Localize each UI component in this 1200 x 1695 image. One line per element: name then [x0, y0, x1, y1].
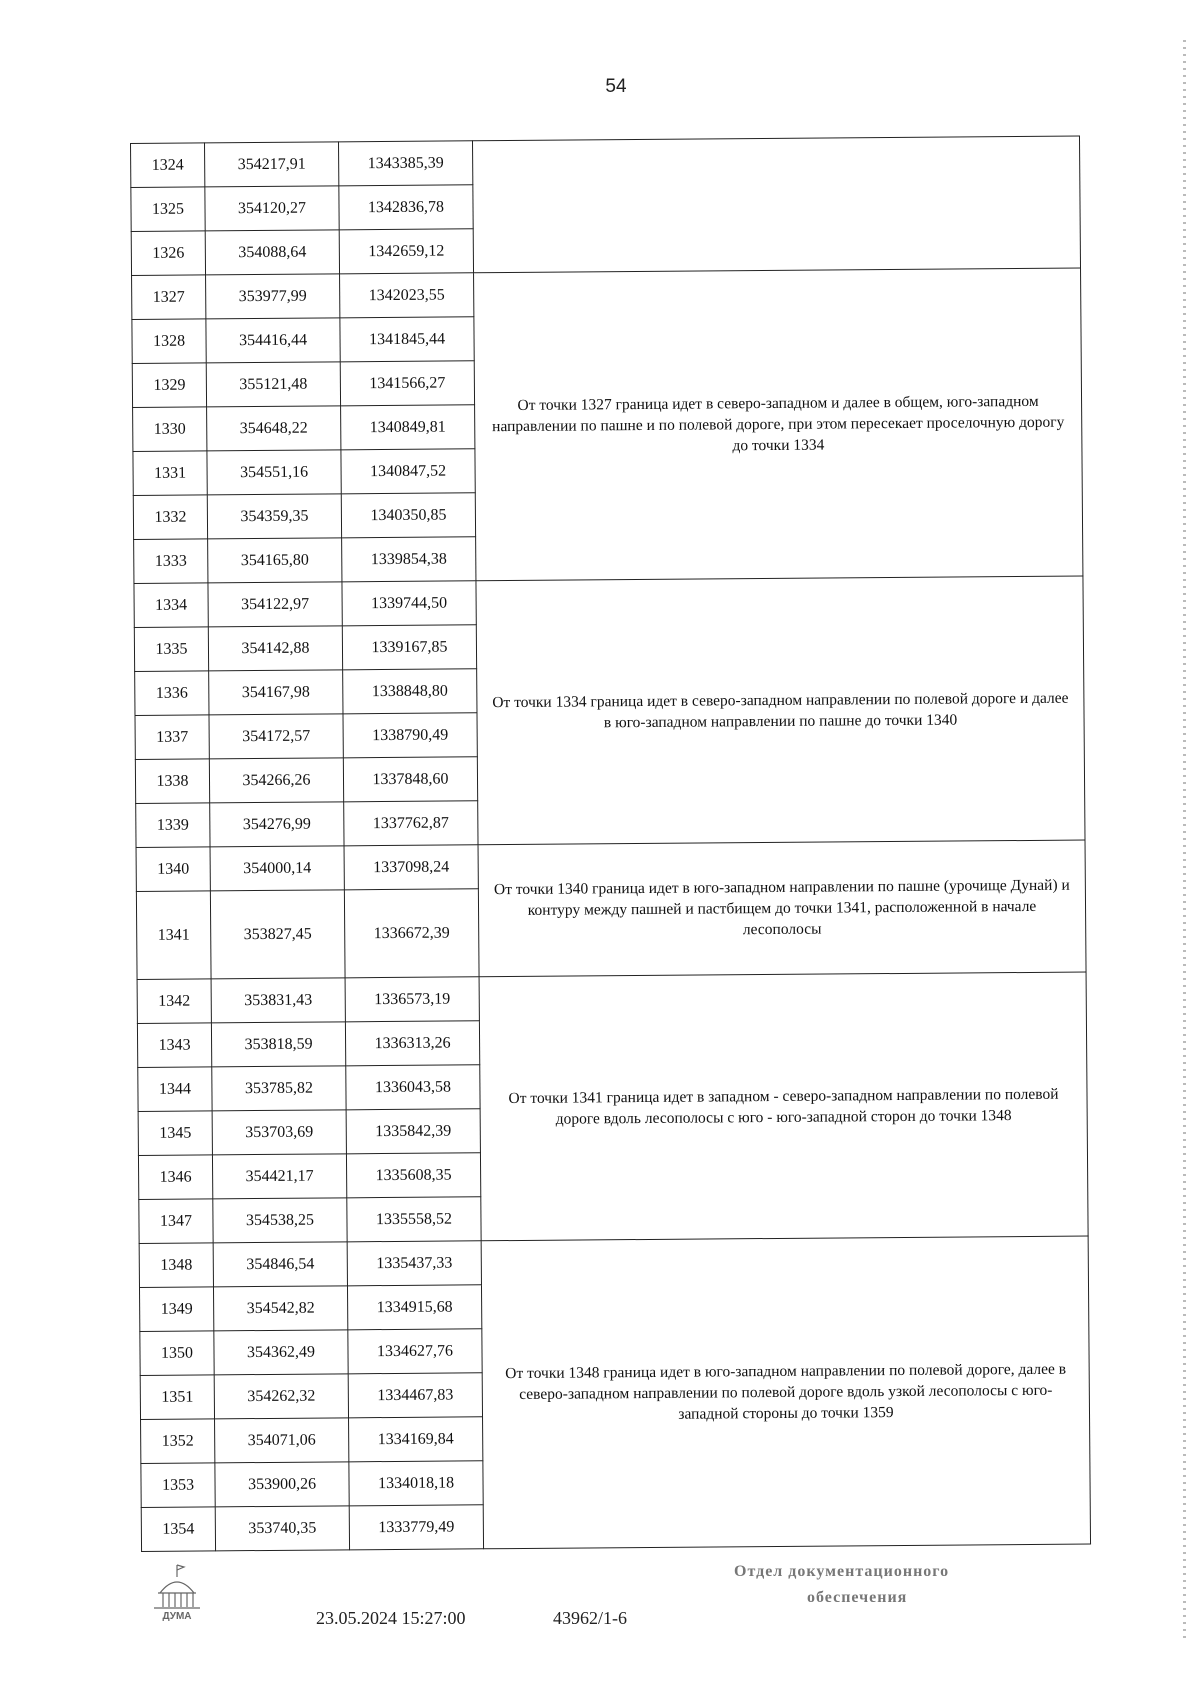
coord-y: 1341566,27 — [340, 361, 474, 406]
point-number: 1340 — [136, 847, 210, 892]
coord-x: 354276,99 — [210, 802, 344, 847]
point-number: 1343 — [137, 1023, 211, 1068]
coord-x: 354359,35 — [207, 494, 341, 539]
duma-logo — [150, 1563, 204, 1623]
point-number: 1350 — [140, 1331, 214, 1376]
point-number: 1334 — [134, 583, 208, 628]
coord-x: 353900,26 — [215, 1462, 349, 1507]
point-number: 1332 — [133, 495, 207, 540]
stamp-text: Отдел документационного — [734, 1563, 950, 1580]
coord-x: 353785,82 — [212, 1066, 346, 1111]
point-number: 1345 — [138, 1111, 212, 1156]
coord-y: 1333779,49 — [349, 1505, 483, 1550]
point-number: 1328 — [132, 319, 206, 364]
coord-x: 354416,44 — [206, 318, 340, 363]
coordinates-table — [130, 136, 1091, 1552]
coord-y: 1334627,76 — [348, 1329, 482, 1374]
coord-x: 353818,59 — [211, 1022, 345, 1067]
coord-y: 1336573,19 — [345, 977, 479, 1022]
coord-y: 1336043,58 — [346, 1065, 480, 1110]
coord-y: 1340350,85 — [341, 493, 475, 538]
coord-x: 354000,14 — [210, 846, 344, 891]
stamp-text: обеспечения — [807, 1589, 908, 1606]
coord-y: 1341845,44 — [340, 317, 474, 362]
point-number: 1331 — [133, 451, 207, 496]
coord-y: 1334915,68 — [347, 1285, 481, 1330]
description-cell-empty — [472, 136, 1080, 273]
coord-y: 1342659,12 — [339, 229, 473, 274]
point-number: 1330 — [133, 407, 207, 452]
point-number: 1348 — [139, 1243, 213, 1288]
coord-x: 353703,69 — [212, 1110, 346, 1155]
coord-y: 1335608,35 — [346, 1153, 480, 1198]
coord-x: 354071,06 — [215, 1418, 349, 1463]
coord-y: 1340849,81 — [341, 405, 475, 450]
coord-x: 354262,32 — [214, 1374, 348, 1419]
point-number: 1337 — [135, 715, 209, 760]
point-number: 1338 — [135, 759, 209, 804]
scan-edge-mark — [1183, 40, 1186, 1640]
table-row — [134, 576, 1083, 627]
point-number: 1326 — [131, 231, 205, 276]
point-number: 1329 — [132, 363, 206, 408]
point-number: 1325 — [131, 187, 205, 232]
coord-y: 1342023,55 — [340, 273, 474, 318]
coord-x: 354551,16 — [207, 450, 341, 495]
coord-y: 1338848,80 — [343, 669, 477, 714]
coord-y: 1342836,78 — [339, 185, 473, 230]
table-row — [139, 1236, 1088, 1287]
coord-x: 353827,45 — [210, 890, 345, 979]
coord-x: 354362,49 — [214, 1330, 348, 1375]
boundary-description: От точки 1340 граница идет в юго-западном направлении по пашне (урочище Дунай) и контуру между пашней и пастбищем до точки 1341, расположенной в начале лесополосы — [478, 840, 1086, 977]
page-number: 54 — [605, 76, 627, 97]
boundary-description: От точки 1334 граница идет в северо-западном направлении по полевой дороге и далее в юго-западном направлении по пашне до точки 1340 — [476, 576, 1085, 845]
point-number: 1349 — [139, 1287, 213, 1332]
table-row — [131, 136, 1080, 187]
coord-x: 354122,97 — [208, 582, 342, 627]
coord-y: 1339167,85 — [342, 625, 476, 670]
coord-y: 1336313,26 — [345, 1021, 479, 1066]
coord-x: 354648,22 — [207, 406, 341, 451]
point-number: 1336 — [135, 671, 209, 716]
coord-x: 354142,88 — [208, 626, 342, 671]
coord-x: 353740,35 — [215, 1506, 349, 1551]
coord-x: 354538,25 — [213, 1198, 347, 1243]
point-number: 1353 — [141, 1463, 215, 1508]
coord-x: 353831,43 — [211, 978, 345, 1023]
point-number: 1354 — [141, 1507, 215, 1552]
coord-y: 1340847,52 — [341, 449, 475, 494]
logo-lettering: ДУМА — [162, 1611, 192, 1622]
coord-x: 354088,64 — [205, 230, 339, 275]
boundary-description: От точки 1327 граница идет в северо-западном и далее в общем, юго-западном направлении по пашне и по полевой дороге, при этом пересекает проселочную дорогу до точки 1334 — [474, 268, 1083, 581]
table-row — [137, 972, 1086, 1023]
coord-y: 1343385,39 — [338, 141, 472, 186]
point-number: 1352 — [141, 1419, 215, 1464]
coord-y: 1334467,83 — [348, 1373, 482, 1418]
coord-x: 354120,27 — [205, 186, 339, 231]
point-number: 1351 — [140, 1375, 214, 1420]
boundary-description: От точки 1341 граница идет в западном - северо-западном направлении по полевой дороге вдоль лесополосы с юго - юго-западной сторон до точки 1348 — [479, 972, 1088, 1241]
coord-y: 1334169,84 — [349, 1417, 483, 1462]
point-number: 1346 — [138, 1155, 212, 1200]
coord-y: 1339744,50 — [342, 581, 476, 626]
coord-y: 1339854,38 — [342, 537, 476, 582]
point-number: 1327 — [132, 275, 206, 320]
coord-x: 354846,54 — [213, 1242, 347, 1287]
coord-y: 1337098,24 — [344, 845, 478, 890]
point-number: 1339 — [136, 803, 210, 848]
coord-y: 1334018,18 — [349, 1461, 483, 1506]
coord-x: 354172,57 — [209, 714, 343, 759]
coord-y: 1338790,49 — [343, 713, 477, 758]
footer-reg-number: 43962/1-6 — [553, 1608, 627, 1628]
point-number: 1344 — [138, 1067, 212, 1112]
point-number: 1341 — [136, 891, 211, 980]
coord-y: 1336672,39 — [344, 889, 479, 978]
table-row — [136, 840, 1085, 891]
coord-y: 1335842,39 — [346, 1109, 480, 1154]
coord-x: 354165,80 — [208, 538, 342, 583]
coord-x: 355121,48 — [206, 362, 340, 407]
coord-x: 354266,26 — [209, 758, 343, 803]
coord-x: 354421,17 — [212, 1154, 346, 1199]
boundary-description: От точки 1348 граница идет в юго-западном направлении по полевой дороге, далее в северо-западном направлении по полевой дороге вдоль узкой лесополосы с юго-западной стороны до точки 1359 — [481, 1236, 1090, 1549]
point-number: 1342 — [137, 979, 211, 1024]
footer-datetime: 23.05.2024 15:27:00 — [316, 1608, 466, 1628]
coord-x: 353977,99 — [206, 274, 340, 319]
point-number: 1333 — [134, 539, 208, 584]
coord-y: 1335437,33 — [347, 1241, 481, 1286]
point-number: 1335 — [134, 627, 208, 672]
table-row — [132, 268, 1081, 319]
point-number: 1324 — [131, 143, 205, 188]
coord-x: 354542,82 — [213, 1286, 347, 1331]
coord-y: 1335558,52 — [347, 1197, 481, 1242]
coord-x: 354217,91 — [205, 142, 339, 187]
point-number: 1347 — [139, 1199, 213, 1244]
coord-y: 1337848,60 — [343, 757, 477, 802]
coord-y: 1337762,87 — [344, 801, 478, 846]
coord-x: 354167,98 — [209, 670, 343, 715]
